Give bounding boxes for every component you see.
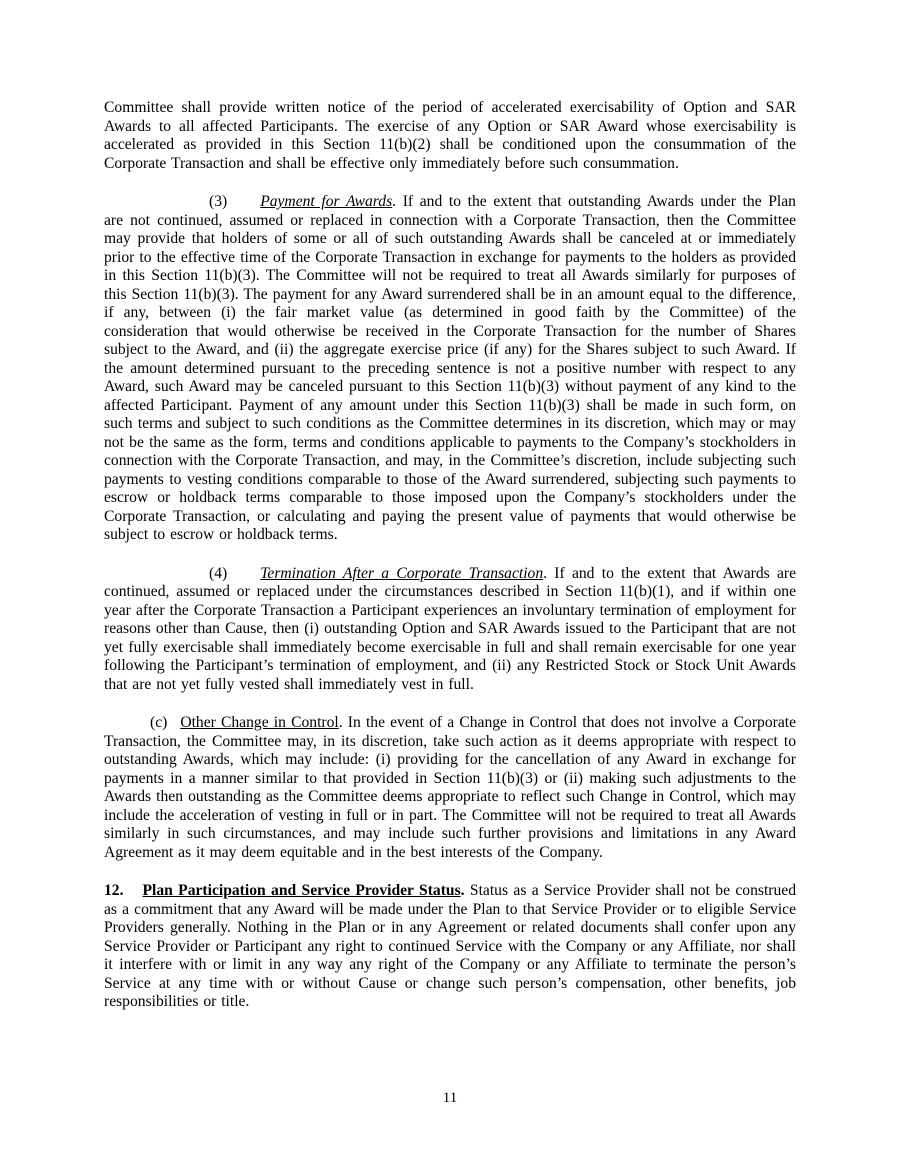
page-number: 11	[442, 1090, 458, 1106]
section-12-number: 12.	[104, 882, 124, 899]
clause-c-number: (c)	[150, 714, 168, 731]
paragraph-12	[104, 882, 796, 1012]
paragraph-3	[104, 193, 796, 545]
clause-4-heading: Termination After a Corporate Transaction	[260, 564, 544, 582]
clause-4-number: (4)	[209, 564, 228, 582]
clause-c-heading: Other Change in Control	[180, 714, 339, 731]
clause-3-heading: Payment for Awards	[260, 193, 393, 210]
page-content	[104, 99, 796, 1012]
clause-4-text: . If and to the extent that Awards are continued, assumed or replaced under the circumstances described in Section 11(b)(1), and if within one year after the Corporate Transaction a Participant experiences an involuntary termination of employment for reasons other than Cause, then (i) outstanding Option and SAR Awards issued to the Participant that are not yet fully exercisable shall immediately become exercisable in full and shall remain exercisable for one year following the Participant’s termination of employment, and (ii) any Restricted Stock or Stock Unit Awards that are not yet fully vested shall immediately vest in full.	[104, 564, 796, 693]
paragraph-intro-text: Committee shall provide written notice of the period of accelerated exercisability of Option and SAR Awards to all affected Participants. The exercise of any Option or SAR Award whose exercisability is accelerated as provided in this Section 11(b)(2) shall be conditioned upon the consummation of the Corporate Transaction and shall be effective only immediately before such consummation.	[104, 99, 796, 172]
section-12-paragraph: Status as a Service Provider shall not be construed as a commitment that any Award will be made under the Plan to that Service Provider or to eligible Service Providers generally. Nothing in the Plan or in any Agreement or related documents shall confer upon any Service Provider or Participant any right to continued Service with the Company or any Affiliate, nor shall it interfere with or limit in any way any right of the Company or any Affiliate to terminate the person’s Service at any time with or without Cause or change such person’s compensation, other benefits, job responsibilities or title.	[104, 882, 796, 1010]
section-12-heading: Plan Participation and Service Provider Status	[142, 882, 461, 899]
clause-c-text: . In the event of a Change in Control that does not involve a Corporate Transaction, the Committee may, in its discretion, take such action as it deems appropriate with respect to outstanding Awards, which may include: (i) providing for the cancellation of any Award in exchange for payments in a manner similar to that provided in Section 11(b)(3) or (ii) making such adjustments to the Awards then outstanding as the Committee deems appropriate to reflect such Change in Control, which may include the acceleration of vesting in full or in part. The Committee will not be required to treat all Awards similarly in such circumstances, and may include such further provisions and limitations in any Award Agreement as it may deem equitable and in the best interests of the Company.	[104, 714, 796, 861]
paragraph-intro	[104, 99, 796, 173]
page-footer	[0, 1089, 900, 1107]
paragraph-c	[104, 714, 796, 862]
clause-3-text: . If and to the extent that outstanding Awards under the Plan are not continued, assumed or replaced in connection with a Corporate Transaction, then the Committee may provide that holders of some or all of such outstanding Awards shall be canceled at or immediately prior to the effective time of the Corporate Transaction in exchange for payments to the holders as provided in this Section 11(b)(3). The Committee will not be required to treat all Awards similarly for purposes of this Section 11(b)(3). The payment for any Award surrendered shall be in an amount equal to the difference, if any, between (i) the fair market value (as determined in good faith by the Committee) of the consideration that would otherwise be received in the Corporate Transaction for the number of Shares subject to the Award, and (ii) the aggregate exercise price (if any) for the Shares subject to such Award. If the amount determined pursuant to the preceding sentence is not a positive number with respect to any Award, such Award may be canceled pursuant to this Section 11(b)(3) without payment of any kind to the affected Participant. Payment of any amount under this Section 11(b)(3) shall be made in such form, on such terms and subject to such conditions as the Committee determines in its discretion, which may or may not be the same as the form, terms and conditions applicable to payments to the Company’s stockholders in connection with the Corporate Transaction, and may, in the Committee’s discretion, include subjecting such payments to vesting conditions comparable to those of the Award surrendered, subjecting such payments to escrow or holdback terms comparable to those imposed upon the Company’s stockholders under the Corporate Transaction, or calculating and paying the present value of payments that would otherwise be subject to escrow or holdback terms.	[104, 193, 796, 543]
clause-3-number: (3)	[209, 193, 228, 210]
section-12-heading-period: .	[460, 882, 465, 899]
paragraph-4	[104, 565, 796, 695]
